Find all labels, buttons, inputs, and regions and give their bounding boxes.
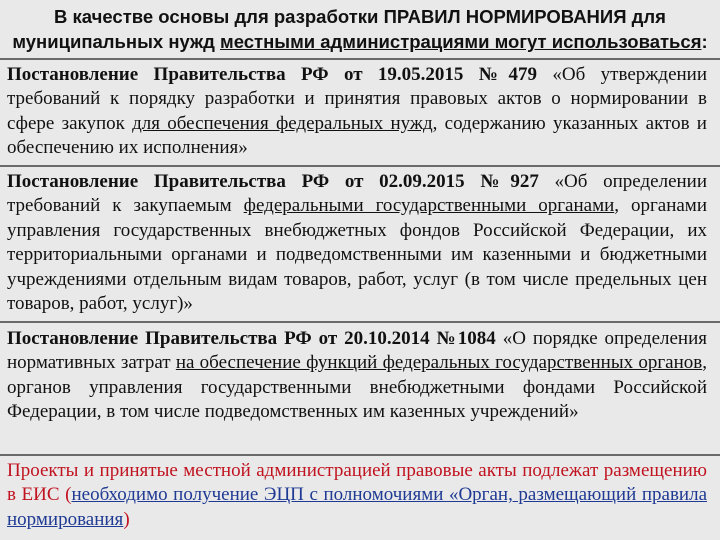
resolution-lead: Постановление Правительства РФ от 19.05.2015 №479 [7, 64, 538, 85]
resolution-text: «О порядке определения нормативных затрат [7, 328, 707, 374]
divider [0, 58, 720, 60]
resolution-lead: Постановление Правительства РФ от 02.09.2015 №927 [7, 171, 539, 192]
resolution-item-1084 [7, 327, 707, 425]
title-line-2-plain: муниципальных нужд [12, 31, 221, 52]
title-line-2-end: : [701, 31, 708, 52]
resolution-underlined: на обеспечение функций федеральных государственных органов [175, 352, 703, 374]
eis-note-end: ) [123, 508, 130, 530]
resolution-text: «Об определении требований к закупаемым [7, 171, 707, 217]
eis-note-text: Проекты и принятые местной администрацией правовые акты подлежат размещению в ЕИС ( [7, 460, 707, 506]
divider [0, 454, 720, 456]
resolution-text-end: , органами управления государственных внебюджетных фондов Российской Федерации, их территориальными органами и подведомственными им казенными и бюджетными учреждениями отдельным видам товаров, работ, услуг (в том числе предельных цен товаров, работ, услуг)» [7, 195, 707, 315]
resolution-text: «Об утверждении требований к порядку разработки и принятия правовых актов о нормировании в сфере закупок [7, 64, 708, 134]
resolution-lead: Постановление Правительства РФ от 20.10.2014 №1084 [7, 328, 496, 349]
eis-note [7, 459, 707, 532]
resolution-item-479 [7, 63, 707, 161]
resolution-underlined: для обеспечения федеральных нужд [132, 112, 433, 134]
resolution-text-end: , органов управления государственными внебюджетными фондами Российской Федерации, в том числе подведомственных им казенных учреждений» [7, 352, 707, 423]
eis-note-link[interactable]: необходимо получение ЭЦП с полномочиями «Орган, размещающий правила нормирования [7, 484, 707, 530]
resolution-underlined: федеральными государственными органами [243, 195, 615, 217]
title-line-2-underlined: местными администрациями могут использоваться [220, 31, 702, 52]
divider [0, 321, 720, 323]
page-title [0, 4, 720, 54]
divider [0, 165, 720, 167]
title-line-1: В качестве основы для разработки ПРАВИЛ НОРМИРОВАНИЯ для [54, 6, 666, 27]
resolution-item-927 [7, 170, 707, 316]
resolution-text-end: , содержанию указанных актов и обеспечению их исполнения» [7, 112, 707, 159]
